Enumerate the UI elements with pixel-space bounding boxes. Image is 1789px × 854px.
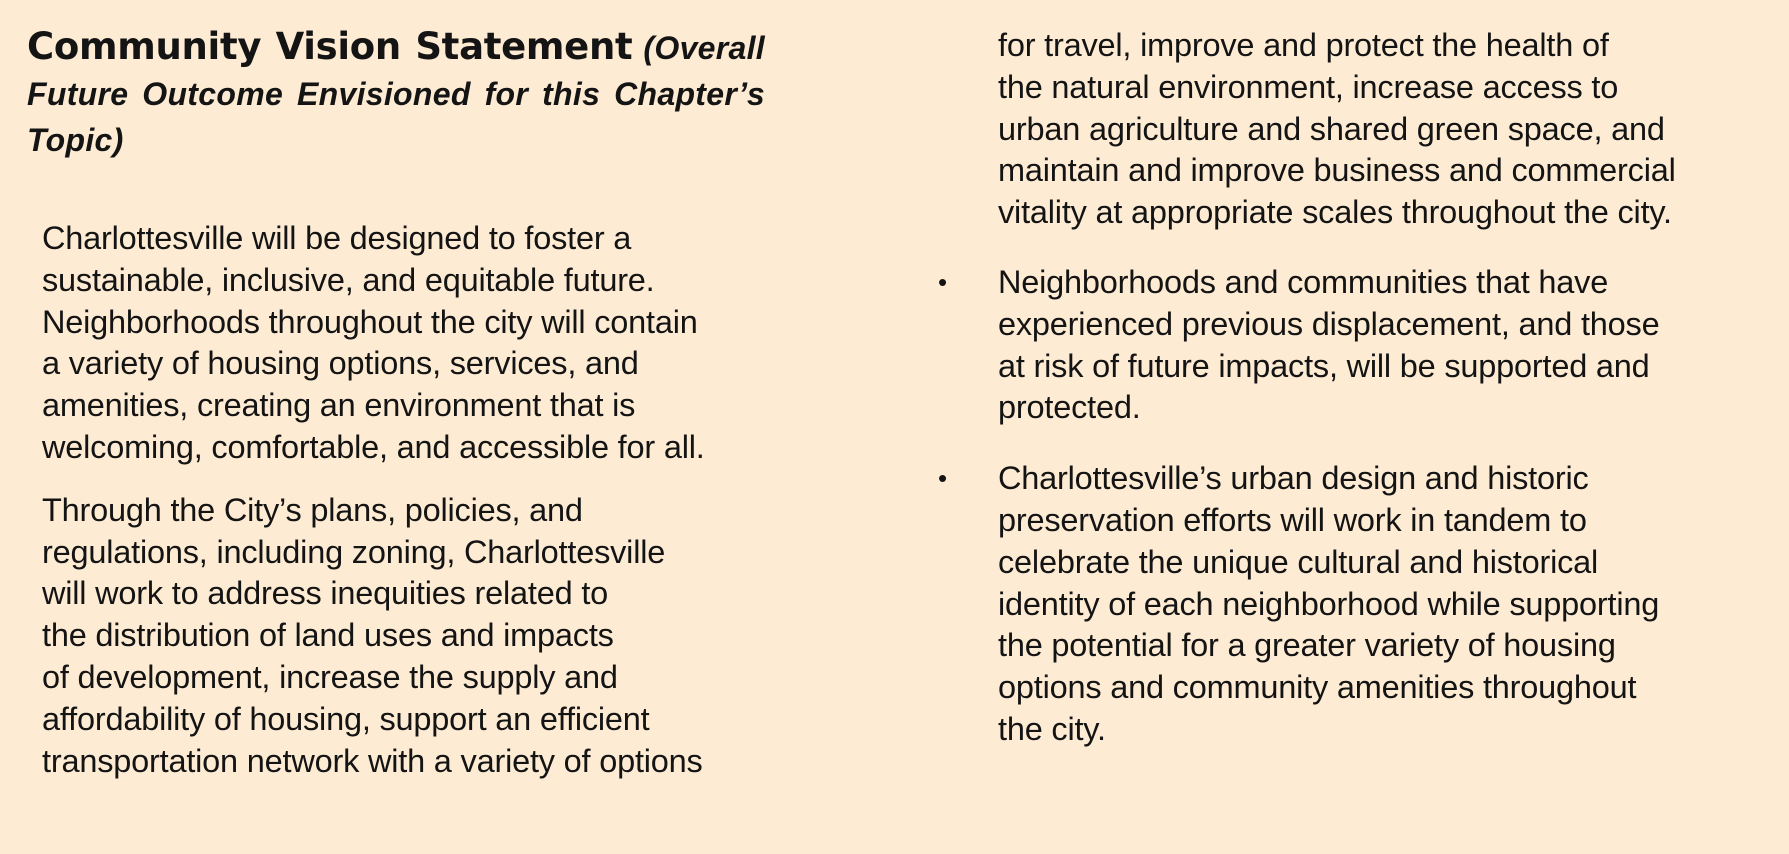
bullet-icon: • [938, 463, 948, 494]
right-column [938, 25, 1788, 751]
left-column [42, 218, 782, 782]
vision-paragraph-continuation: for travel, improve and protect the health of the natural environment, increase access to urban agriculture and shared green space, and maintain and improve business and commercial vitality at appropriate scales throughout the city. [998, 27, 1676, 231]
list-item [938, 262, 1788, 429]
heading-subtitle: (Overall Future Outcome Envisioned for this Chapter’s Topic) [27, 30, 765, 158]
heading-title: Community Vision Statement [27, 25, 633, 68]
vision-bullet-list [938, 262, 1788, 751]
list-item [938, 458, 1788, 751]
vision-paragraph-1: Charlottesville will be designed to foster a sustainable, inclusive, and equitable future. Neighborhoods throughout the city will contain a variety of housing options, services, and amenities, creating an environment that is welcoming, comfortable, and accessible for all. [42, 220, 705, 465]
section-heading [27, 24, 765, 163]
bullet-text: Charlottesville’s urban design and historic preservation efforts will work in tandem to celebrate the unique cultural and historical identity of each neighborhood while supporting the potential for a greater variety of housing options and community amenities throughout the city. [998, 460, 1660, 747]
bullet-text: Neighborhoods and communities that have experienced previous displacement, and those at risk of future impacts, will be supported and protected. [998, 263, 1660, 426]
bullet-icon: • [938, 266, 948, 297]
vision-paragraph-2: Through the City’s plans, policies, and regulations, including zoning, Charlottesville will work to address inequities related to the distribution of land uses and impacts of development, increase the supply and affordability of housing, support an efficient transportation network with a variety of options [42, 491, 703, 779]
